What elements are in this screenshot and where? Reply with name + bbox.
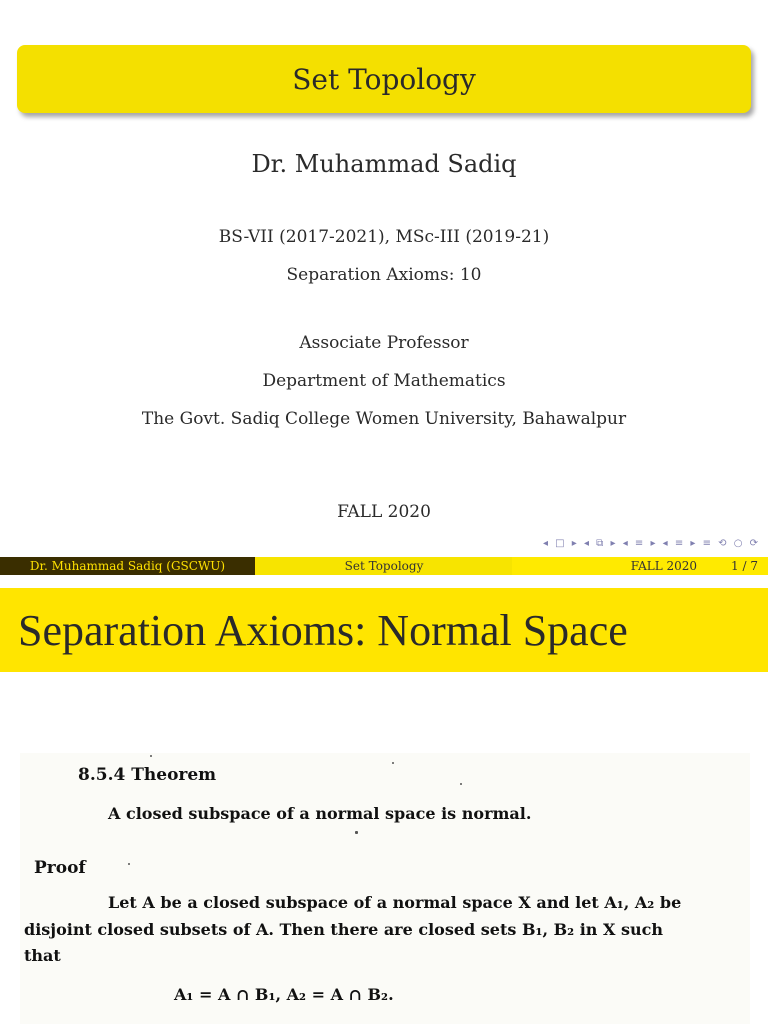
scan-speck	[392, 762, 394, 764]
proof-label: Proof	[34, 858, 86, 878]
slide-heading-box	[0, 588, 768, 672]
footer-date: FALL 2020	[630, 559, 698, 573]
theorem-label: 8.5.4 Theorem	[78, 765, 217, 785]
author-name: Dr. Muhammad Sadiq	[251, 150, 517, 178]
topic-line: Separation Axioms: 10	[286, 265, 482, 285]
footer-page-number: 1 / 7	[731, 559, 758, 573]
position-line: Associate Professor	[299, 333, 469, 353]
department-line: Department of Mathematics	[262, 371, 506, 391]
scanned-textbook-excerpt	[20, 753, 750, 1024]
scan-speck	[128, 863, 130, 865]
slide-title: Set Topology	[292, 62, 476, 96]
footer-title: Set Topology	[256, 557, 512, 575]
slide-title-box	[17, 45, 751, 113]
proof-line-2: disjoint closed subsets of A. Then there are closed sets B₁, B₂ in X such	[24, 920, 664, 939]
program-line: BS-VII (2017-2021), MSc-III (2019-21)	[218, 227, 550, 247]
scan-speck	[460, 783, 462, 785]
content-slide	[0, 575, 768, 1024]
proof-line-1: Let A be a closed subspace of a normal space X and let A₁, A₂ be	[108, 893, 682, 912]
term-line: FALL 2020	[337, 502, 431, 522]
footer-date-page	[512, 557, 768, 575]
footer-author: Dr. Muhammad Sadiq (GSCWU)	[0, 557, 256, 575]
proof-equation: A₁ = A ∩ B₁, A₂ = A ∩ B₂.	[174, 985, 394, 1004]
institution-line: The Govt. Sadiq College Women University, Bahawalpur	[141, 409, 627, 429]
scan-speck	[355, 831, 358, 834]
theorem-statement: A closed subspace of a normal space is normal.	[108, 804, 532, 823]
slide-heading: Separation Axioms: Normal Space	[18, 605, 628, 655]
slide-footer	[0, 557, 768, 575]
proof-line-3: that	[24, 946, 61, 965]
beamer-navigation-icons[interactable]: ◂ □ ▸ ◂ ⧉ ▸ ◂ ≡ ▸ ◂ ≡ ▸ ≡ ⟲ ○ ⟳	[542, 538, 760, 549]
scan-speck	[150, 755, 152, 757]
